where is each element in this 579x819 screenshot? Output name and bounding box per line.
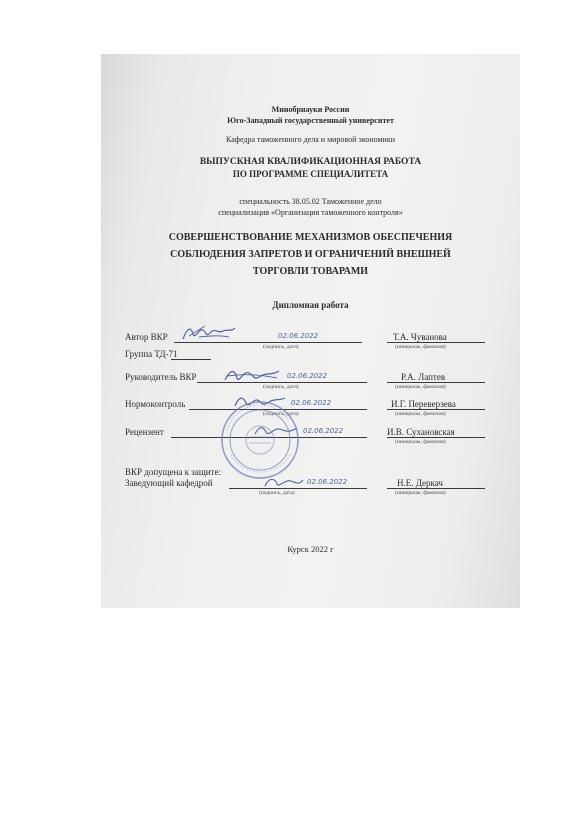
normcontrol-caption-left: (подпись, дата) bbox=[263, 411, 299, 417]
head-name-line bbox=[387, 488, 485, 489]
reviewer-date: 02.06.2022 bbox=[303, 427, 344, 435]
head-of-department-label: Заведующий кафедрой bbox=[125, 478, 213, 488]
author-caption-right: (инициалы, фамилия) bbox=[395, 344, 446, 350]
normcontrol-date: 02.06.2022 bbox=[291, 399, 332, 407]
supervisor-date: 02.06.2022 bbox=[287, 372, 328, 380]
author-date: 02.06.2022 bbox=[278, 332, 319, 340]
footer-city-year: Курск 2022 г bbox=[287, 544, 334, 554]
reviewer-label: Рецензент bbox=[125, 427, 164, 437]
title-page bbox=[101, 54, 520, 608]
admission-line: ВКР допущена к защите: bbox=[125, 467, 221, 477]
author-label: Автор ВКР bbox=[125, 332, 168, 342]
university-stamp bbox=[219, 399, 301, 481]
ministry-line: Минобрнауки России bbox=[271, 105, 350, 114]
subtitle: Дипломная работа bbox=[272, 300, 349, 310]
reviewer-name: И.В. Сухановская bbox=[387, 427, 455, 437]
head-name: Н.Е. Деркач bbox=[397, 478, 443, 488]
author-name-line bbox=[387, 342, 485, 343]
reviewer-caption-right: (инициалы, фамилия) bbox=[395, 439, 446, 445]
supervisor-name-line bbox=[387, 382, 485, 383]
title-line3: ТОРГОВЛИ ТОВАРАМИ bbox=[252, 266, 369, 277]
supervisor-caption-right: (инициалы, фамилия) bbox=[395, 384, 446, 390]
university-line: Юго-Западный государственный университет bbox=[227, 116, 394, 125]
specialty-line: специальность 38.05.02 Таможенное дело bbox=[239, 197, 382, 206]
specialization-line: специализация «Организация таможенного контроля» bbox=[218, 208, 403, 217]
head-caption-right: (инициалы, фамилия) bbox=[395, 490, 446, 496]
head-caption-left: (подпись, дата) bbox=[259, 490, 295, 496]
normcontrol-caption-right: (инициалы, фамилия) bbox=[395, 411, 446, 417]
author-name: Т.А. Чуванова bbox=[393, 332, 447, 342]
head-signature bbox=[261, 472, 307, 492]
supervisor-signature bbox=[221, 364, 283, 386]
normcontrol-label: Нормоконтроль bbox=[125, 399, 186, 409]
group-label: Группа ТД-71 bbox=[125, 349, 178, 359]
supervisor-caption-left: (подпись, дата) bbox=[263, 384, 299, 390]
department-line: Кафедра таможенного дела и мировой экономики bbox=[225, 135, 395, 144]
normcontrol-name-line bbox=[387, 409, 485, 410]
work-type-line2: ПО ПРОГРАММЕ СПЕЦИАЛИТЕТА bbox=[232, 169, 389, 179]
reviewer-name-line bbox=[387, 437, 485, 438]
title-line1: СОВЕРШЕНСТВОВАНИЕ МЕХАНИЗМОВ ОБЕСПЕЧЕНИЯ bbox=[168, 232, 453, 243]
document-photo bbox=[101, 54, 520, 608]
author-caption-left: (подпись, дата) bbox=[263, 344, 299, 350]
group-underline bbox=[171, 359, 211, 360]
supervisor-name: Р.А. Лаптев bbox=[401, 372, 446, 382]
author-signature bbox=[179, 322, 239, 344]
supervisor-label: Руководитель ВКР bbox=[125, 372, 197, 382]
title-line2: СОБЛЮДЕНИЯ ЗАПРЕТОВ И ОГРАНИЧЕНИЙ ВНЕШНЕЙ bbox=[170, 249, 451, 260]
work-type-line1: ВЫПУСКНАЯ КВАЛИФИКАЦИОННАЯ РАБОТА bbox=[199, 157, 422, 167]
head-date: 02.06.2022 bbox=[307, 478, 348, 486]
normcontrol-name: И.Г. Переверзева bbox=[391, 399, 456, 409]
